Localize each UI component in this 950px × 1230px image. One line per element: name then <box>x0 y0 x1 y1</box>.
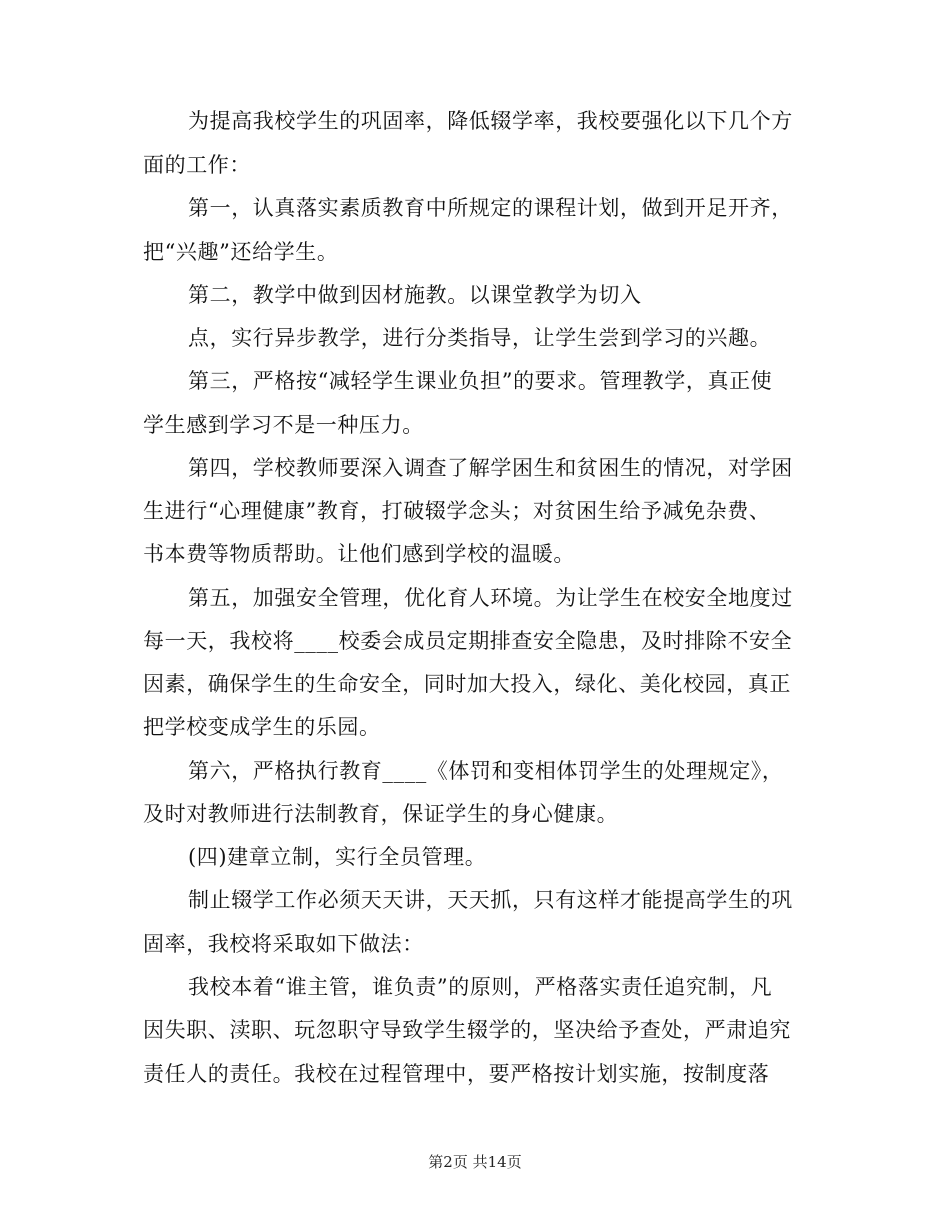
text-line: 第五，加强安全管理，优化育人环境。为让学生在校安全地度过 <box>188 586 793 610</box>
text-line: 第二，教学中做到因材施教。以课堂教学为切入 <box>188 283 642 307</box>
text-line: 因失职、渎职、玩忽职守导致学生辍学的，坚决给予查处，严肃追究 <box>143 1018 791 1042</box>
text-line: 为提高我校学生的巩固率，降低辍学率，我校要强化以下几个方 <box>188 109 793 133</box>
text-line: 每一天，我校将____校委会成员定期排查安全隐患，及时排除不安全 <box>143 629 793 653</box>
text-line: 书本费等物质帮助。让他们感到学校的温暖。 <box>143 542 575 566</box>
text-line: 因素，确保学生的生命安全，同时加大投入，绿化、美化校园，真正 <box>143 672 791 696</box>
text-line: 第六，严格执行教育____《体罚和变相体罚学生的处理规定》， <box>188 759 784 783</box>
text-line: 把学校变成学生的乐园。 <box>143 715 381 739</box>
text-line: 我校本着“谁主管，谁负责”的原则，严格落实责任追究制，凡 <box>188 975 773 999</box>
text-line: 生进行“心理健康”教育，打破辍学念头；对贫困生给予减免杂费、 <box>143 499 771 523</box>
text-line: 把“兴趣”还给学生。 <box>143 240 339 264</box>
text-line: 学生感到学习不是一种压力。 <box>143 413 424 437</box>
text-line: 面的工作： <box>143 153 251 177</box>
text-line: 及时对教师进行法制教育，保证学生的身心健康。 <box>143 802 619 826</box>
text-line: 第四，学校教师要深入调查了解学困生和贫困生的情况，对学困 <box>188 456 793 480</box>
text-line: 责任人的责任。我校在过程管理中，要严格按计划实施，按制度落 <box>143 1062 770 1086</box>
text-line: 制止辍学工作必须天天讲，天天抓，只有这样才能提高学生的巩 <box>188 888 793 912</box>
text-line: (四)建章立制，实行全员管理。 <box>188 845 487 869</box>
page-number-footer: 第2页 共14页 <box>428 1153 522 1171</box>
text-line: 固率，我校将采取如下做法： <box>143 932 424 956</box>
text-line: 第三，严格按“减轻学生课业负担”的要求。管理教学，真正使 <box>188 369 773 393</box>
text-line: 点，实行异步教学，进行分类指导，让学生尝到学习的兴趣。 <box>188 326 772 350</box>
text-line: 第一，认真落实素质教育中所规定的课程计划，做到开足开齐， <box>188 196 793 220</box>
